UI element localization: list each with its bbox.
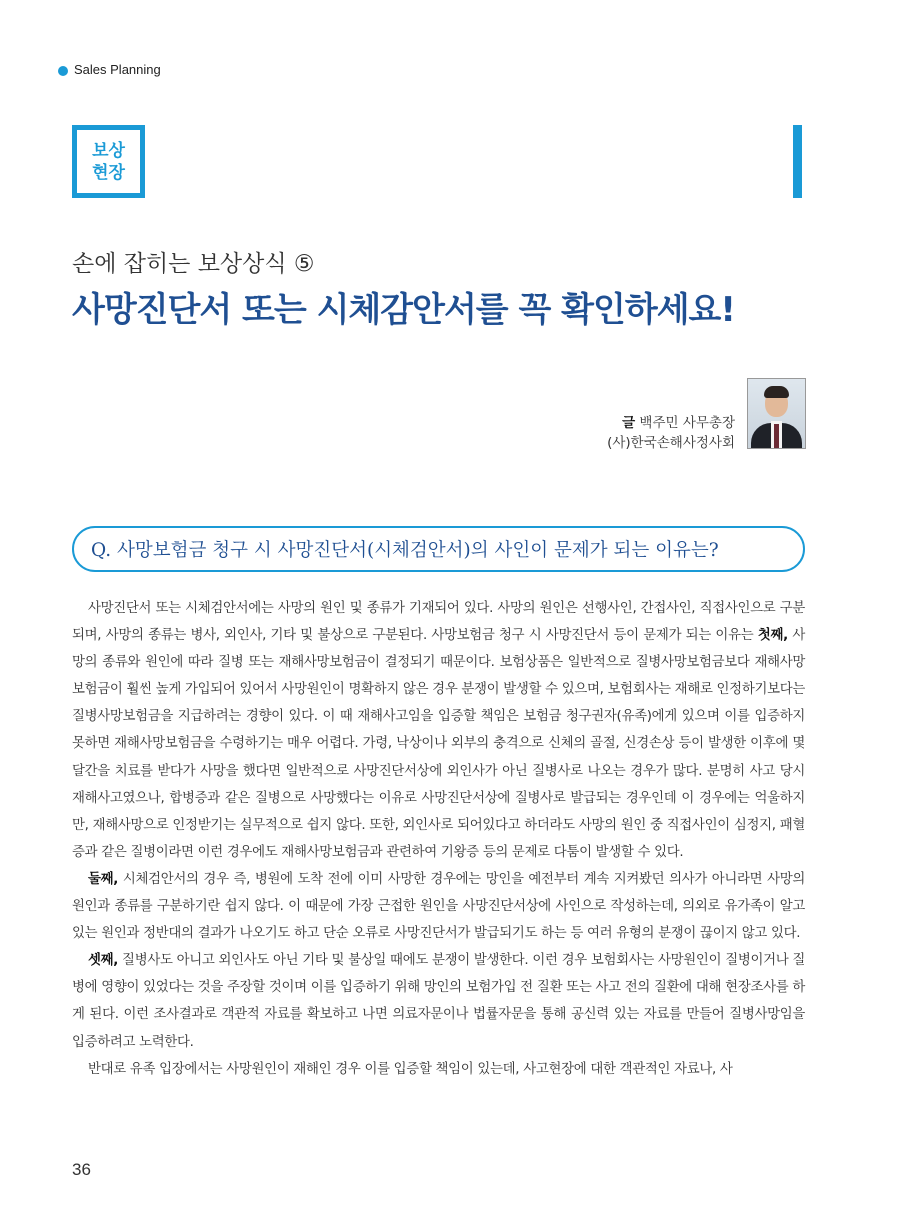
question-box <box>72 526 805 572</box>
body-paragraph-2: 둘째, 시체검안서의 경우 즉, 병원에 도착 전에 이미 사망한 경우에는 망인을 예전부터 계속 지켜봤던 의사가 아니라면 사망의 원인과 종류를 구분하기란 쉽지 않다. 이 때문에 가장 근접한 원인을 사망진단서상에 사인으로 작성하는데, 의외로 유가족이 알고 있는 원인과 정반대의 결과가 나오기도 하고 단순 오류로 사망진단서가 발급되기도 하는 등 여러 유형의 분쟁이 끊이지 않고 있다. <box>72 871 805 942</box>
body-paragraph-4: 반대로 유족 입장에서는 사망원인이 재해인 경우 이를 입증할 책임이 있는데, 사고현장에 대한 객관적인 자료나, 사 <box>88 1061 733 1077</box>
author-byline <box>607 413 735 453</box>
section-header-label: Sales Planning <box>74 62 161 77</box>
page-number: 36 <box>72 1160 91 1179</box>
author-label: 글 <box>622 415 636 431</box>
question-text: Q. 사망보험금 청구 시 사망진단서(시체검안서)의 사인이 문제가 되는 이유는? <box>91 540 719 561</box>
article-title: 사망진단서 또는 시체감안서를 꼭 확인하세요! <box>72 290 735 330</box>
article-body <box>72 595 805 1083</box>
section-badge-line1: 보상 <box>92 140 125 161</box>
section-badge-line2: 현장 <box>92 162 125 183</box>
author-photo <box>747 378 806 449</box>
author-name: 백주민 사무총장 <box>639 415 735 431</box>
body-paragraph-3: 셋째, 질병사도 아니고 외인사도 아닌 기타 및 불상일 때에도 분쟁이 발생한다. 이런 경우 보험회사는 사망원인이 질병이거나 질병에 영향이 있었다는 것을 주장할 것이며 이를 입증하기 위해 망인의 보험가입 전 질환 또는 사고 전의 질환에 대해 현장조사를 하게 된다. 이런 조사결과로 객관적 자료를 확보하고 나면 의료자문이나 법률자문을 통해 공신력 있는 자료를 만들어 질병사망임을 입증하려고 노력한다. <box>72 953 805 1050</box>
article-subtitle: 손에 잡히는 보상상식 ⑤ <box>72 251 315 277</box>
section-badge <box>72 125 145 198</box>
header-bullet <box>58 66 68 76</box>
accent-bar <box>793 125 802 198</box>
author-organization: (사)한국손해사정사회 <box>607 435 735 451</box>
body-paragraph-1: 사망진단서 또는 시체검안서에는 사망의 원인 및 종류가 기재되어 있다. 사망의 원인은 선행사인, 간접사인, 직접사인으로 구분되며, 사망의 종류는 병사, 외인사, 기타 및 불상으로 구분된다. 사망보험금 청구 시 사망진단서 등이 문제가 되는 이유는 첫째, 사망의 종류와 원인에 따라 질병 또는 재해사망보험금이 결정되기 때문이다. 보험상품은 일반적으로 질병사망보험금보다 재해사망보험금이 훨씬 높게 가입되어 있어서 사망원인이 명확하지 않은 경우 분쟁이 발생할 수 있으며, 보험회사는 재해로 인정하기보다는 질병사망보험금을 지급하려는 경향이 있다. 이 때 재해사고임을 입증할 책임은 보험금 청구권자(유족)에게 있으며 이를 입증하지 못하면 재해사망보험금을 수령하기는 매우 어렵다. 가령, 낙상이나 외부의 충격으로 신체의 골절, 신경손상 등이 발생한 이후에 몇 달간을 치료를 받다가 사망을 했다면 일반적으로 사망진단서상에 외인사가 아닌 질병사로 나오는 경우가 많다. 분명히 사고 당시 재해사고였으나, 합병증과 같은 질병으로 사망했다는 이유로 사망진단서상에 질병사로 발급되는 경우인데 이 경우에는 억울하지만, 재해사망으로 인정받기는 실무적으로 쉽지 않다. 또한, 외인사로 되어있다고 하더라도 사망의 원인 중 직접사인이 심정지, 패혈증과 같은 질병이라면 이런 경우에도 재해사망보험금과 관련하여 기왕증 등의 문제로 다툼이 발생할 수 있다. <box>72 601 806 860</box>
